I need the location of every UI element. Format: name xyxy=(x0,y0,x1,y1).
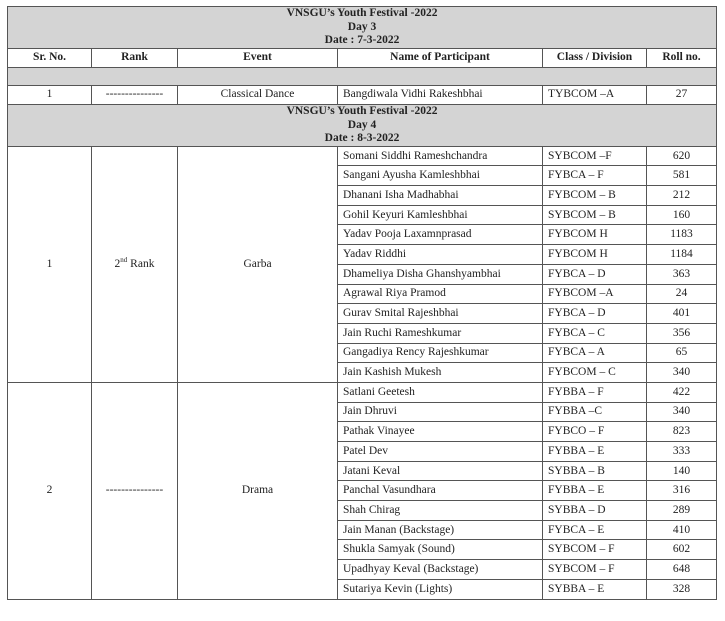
roll-cell: 316 xyxy=(647,481,717,501)
table-row xyxy=(8,146,717,166)
day4-title: VNSGU’s Youth Festival -2022 xyxy=(8,105,717,119)
name-cell: Gangadiya Rency Rajeshkumar xyxy=(338,343,543,363)
class-cell: FYBBA –C xyxy=(543,402,647,422)
roll-cell: 160 xyxy=(647,205,717,225)
roll-cell: 1183 xyxy=(647,225,717,245)
event-cell: Garba xyxy=(178,146,338,382)
day4-title-row xyxy=(8,105,717,119)
roll-cell: 333 xyxy=(647,442,717,462)
event-cell: Drama xyxy=(178,382,338,599)
day3-title-row xyxy=(8,7,717,21)
name-cell: Sangani Ayusha Kamleshbhai xyxy=(338,166,543,186)
rank-number: 2 xyxy=(114,257,121,270)
day3-day: Day 3 xyxy=(8,21,717,35)
name-cell: Gurav Smital Rajeshbhai xyxy=(338,304,543,324)
name-cell: Jain Manan (Backstage) xyxy=(338,520,543,540)
name-cell: Gohil Keyuri Kamleshbhai xyxy=(338,205,543,225)
name-cell: Dhanani Isha Madhabhai xyxy=(338,186,543,206)
col-header-roll: Roll no. xyxy=(647,48,717,67)
name-cell: Upadhyay Keval (Backstage) xyxy=(338,560,543,580)
class-cell: FYBCOM H xyxy=(543,245,647,265)
roll-cell: 422 xyxy=(647,382,717,402)
roll-cell: 823 xyxy=(647,422,717,442)
day3-title: VNSGU’s Youth Festival -2022 xyxy=(8,7,717,21)
class-cell: FYBCOM – B xyxy=(543,186,647,206)
class-cell: FYBCOM – C xyxy=(543,363,647,383)
roll-cell: 328 xyxy=(647,579,717,599)
class-cell: FYBBA – E xyxy=(543,442,647,462)
name-cell: Yadav Riddhi xyxy=(338,245,543,265)
col-header-rank: Rank xyxy=(92,48,178,67)
spacer-cell xyxy=(8,67,717,85)
name-cell: Yadav Pooja Laxamnprasad xyxy=(338,225,543,245)
name-cell: Jatani Keval xyxy=(338,461,543,481)
class-cell: FYBCOM –A xyxy=(543,284,647,304)
name-cell: Shah Chirag xyxy=(338,501,543,521)
roll-cell: 401 xyxy=(647,304,717,324)
roll-cell: 65 xyxy=(647,343,717,363)
col-header-event: Event xyxy=(178,48,338,67)
class-cell: FYBCA – A xyxy=(543,343,647,363)
class-cell: FYBCA – D xyxy=(543,304,647,324)
roll-cell: 1184 xyxy=(647,245,717,265)
roll-cell: 27 xyxy=(647,85,717,105)
day4-date: Date : 8-3-2022 xyxy=(8,132,717,146)
class-cell: SYBCOM – F xyxy=(543,560,647,580)
class-cell: FYBCOM H xyxy=(543,225,647,245)
spacer-row xyxy=(8,67,717,85)
class-cell: FYBCO – F xyxy=(543,422,647,442)
roll-cell: 363 xyxy=(647,264,717,284)
results-table xyxy=(7,6,717,600)
class-cell: FYBCA – D xyxy=(543,264,647,284)
sr-cell: 1 xyxy=(8,146,92,382)
class-cell: SYBCOM – B xyxy=(543,205,647,225)
day3-date-row xyxy=(8,34,717,48)
table-row xyxy=(8,382,717,402)
rank-cell: --------------- xyxy=(92,382,178,599)
name-cell: Jain Dhruvi xyxy=(338,402,543,422)
class-cell: SYBBA – D xyxy=(543,501,647,521)
class-cell: FYBBA – F xyxy=(543,382,647,402)
roll-cell: 340 xyxy=(647,363,717,383)
class-cell: FYBCA – F xyxy=(543,166,647,186)
name-cell: Jain Ruchi Rameshkumar xyxy=(338,323,543,343)
day4-date-row xyxy=(8,132,717,146)
name-cell: Bangdiwala Vidhi Rakeshbhai xyxy=(338,85,543,105)
name-cell: Sutariya Kevin (Lights) xyxy=(338,579,543,599)
rank-word: Rank xyxy=(127,257,155,270)
roll-cell: 620 xyxy=(647,146,717,166)
table-row xyxy=(8,85,717,105)
roll-cell: 140 xyxy=(647,461,717,481)
class-cell: FYBBA – E xyxy=(543,481,647,501)
roll-cell: 340 xyxy=(647,402,717,422)
class-cell: FYBCA – E xyxy=(543,520,647,540)
roll-cell: 289 xyxy=(647,501,717,521)
name-cell: Agrawal Riya Pramod xyxy=(338,284,543,304)
name-cell: Somani Siddhi Rameshchandra xyxy=(338,146,543,166)
class-cell: FYBCA – C xyxy=(543,323,647,343)
roll-cell: 602 xyxy=(647,540,717,560)
rank-cell: --------------- xyxy=(92,85,178,105)
name-cell: Pathak Vinayee xyxy=(338,422,543,442)
roll-cell: 212 xyxy=(647,186,717,206)
name-cell: Jain Kashish Mukesh xyxy=(338,363,543,383)
col-header-class: Class / Division xyxy=(543,48,647,67)
day3-date: Date : 7-3-2022 xyxy=(8,34,717,48)
sr-cell: 2 xyxy=(8,382,92,599)
rank-cell xyxy=(92,146,178,382)
rank-suffix: nd xyxy=(120,255,128,264)
event-cell: Classical Dance xyxy=(178,85,338,105)
sr-cell: 1 xyxy=(8,85,92,105)
name-cell: Patel Dev xyxy=(338,442,543,462)
roll-cell: 356 xyxy=(647,323,717,343)
day4-day-row xyxy=(8,119,717,133)
class-cell: SYBCOM –F xyxy=(543,146,647,166)
roll-cell: 24 xyxy=(647,284,717,304)
col-header-sr: Sr. No. xyxy=(8,48,92,67)
roll-cell: 581 xyxy=(647,166,717,186)
day4-day: Day 4 xyxy=(8,119,717,133)
name-cell: Panchal Vasundhara xyxy=(338,481,543,501)
roll-cell: 648 xyxy=(647,560,717,580)
class-cell: SYBCOM – F xyxy=(543,540,647,560)
name-cell: Dhameliya Disha Ghanshyambhai xyxy=(338,264,543,284)
col-header-name: Name of Participant xyxy=(338,48,543,67)
class-cell: TYBCOM –A xyxy=(543,85,647,105)
header-row xyxy=(8,48,717,67)
roll-cell: 410 xyxy=(647,520,717,540)
class-cell: SYBBA – B xyxy=(543,461,647,481)
name-cell: Satlani Geetesh xyxy=(338,382,543,402)
day3-day-row xyxy=(8,21,717,35)
name-cell: Shukla Samyak (Sound) xyxy=(338,540,543,560)
class-cell: SYBBA – E xyxy=(543,579,647,599)
